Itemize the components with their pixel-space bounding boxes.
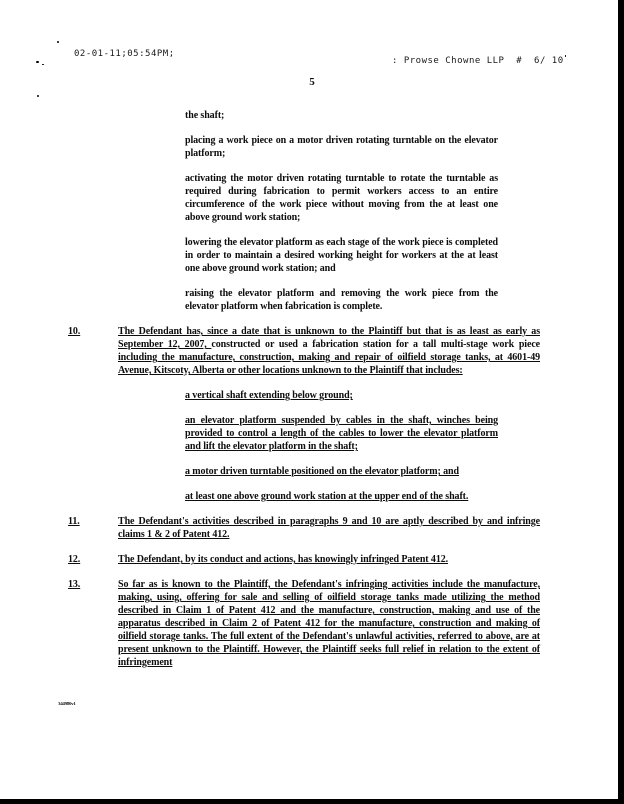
fax-timestamp: 02-01-11;05:54PM; <box>74 49 175 59</box>
scan-noise-speck <box>42 64 44 65</box>
paragraph-10-subitems <box>118 389 540 503</box>
sub-item: an elevator platform suspended by cables in the shaft, winches being provided to control a length of the cables to lower the elevator platform and lift the elevator platform in the shaft; <box>185 415 498 452</box>
claim-step: lowering the elevator platform as each stage of the work piece is completed in order to maintain a desired working height for workers at the at least one above ground work station; and <box>185 237 498 274</box>
paragraph-12 <box>68 553 540 566</box>
paragraph-text-underlined: The Defendant has, since a date that is unknown to the Plaintiff but that is as least as early as September 12, 2007, <box>118 326 540 350</box>
paragraph-number: 10. <box>68 326 81 337</box>
paragraph-13 <box>68 578 540 669</box>
paragraph-number: 11. <box>68 516 80 527</box>
doc-id-stamp: 344980v1 <box>58 702 76 707</box>
paragraph-text-underlined: The Defendant's activities described in paragraphs 9 and 10 are aptly described by and infringe claims 1 & 2 of Patent 412. <box>118 516 540 540</box>
paragraph-text-underlined: The Defendant, by its conduct and actions, has knowingly infringed Patent 412. <box>118 554 449 565</box>
scan-noise-speck <box>37 95 39 97</box>
claim-step: placing a work piece on a motor driven rotating turntable on the elevator platform; <box>185 135 498 159</box>
scan-edge-bottom <box>0 799 624 804</box>
paragraph-number: 12. <box>68 554 81 565</box>
page-number: 5 <box>309 76 315 88</box>
paragraph-11 <box>68 515 540 541</box>
scan-noise-speck <box>565 55 566 57</box>
sub-item: at least one above ground work station at the upper end of the shaft. <box>185 491 469 502</box>
paragraph-text-underlined: including the manufacture, construction, making and repair of oilfield storage tanks, at 4601-49 Avenue, Kitscoty, Alberta or other locations unknown to the Plaintiff that includes: <box>118 352 540 376</box>
paragraph-text-underlined: So far as is known to the Plaintiff, the Defendant's infringing activities include the manufacture, making, using, offering for sale and selling of oilfield storage tanks made utilizing the method described in Claim 1 of Patent 412 and the manufacture, construction, making and use of the apparatus described in Claim 2 of Patent 412 for the manufacture, construction and making of oilfield storage tanks. The full extent of the Defendant's unlawful activities, referred to above, are at present unknown to the Plaintiff. However, the Plaintiff seeks full relief in relation to the extent of infringement <box>118 579 540 668</box>
claim-step: the shaft; <box>185 110 225 121</box>
claim-step: activating the motor driven rotating turntable to rotate the turntable as required during fabrication to permit workers access to an entire circumference of the work piece without moving from the at least one above ground work station; <box>185 173 498 223</box>
document-body <box>0 109 624 681</box>
paragraph-text: constructed or used a fabrication station for a tall multi-stage work piece <box>211 339 540 350</box>
scan-noise-speck <box>57 41 59 43</box>
fax-sender-info: : Prowse Chowne LLP # 6/ 10 <box>392 56 564 66</box>
scan-noise-speck <box>36 61 39 63</box>
sub-item: a vertical shaft extending below ground; <box>185 390 353 401</box>
sub-item: a motor driven turntable positioned on the elevator platform; and <box>185 466 459 477</box>
scan-edge-right <box>618 0 624 804</box>
paragraph-10 <box>68 325 540 377</box>
paragraph-number: 13. <box>68 579 81 590</box>
claim-step: raising the elevator platform and removing the work piece from the elevator platform when fabrication is complete. <box>185 288 498 312</box>
